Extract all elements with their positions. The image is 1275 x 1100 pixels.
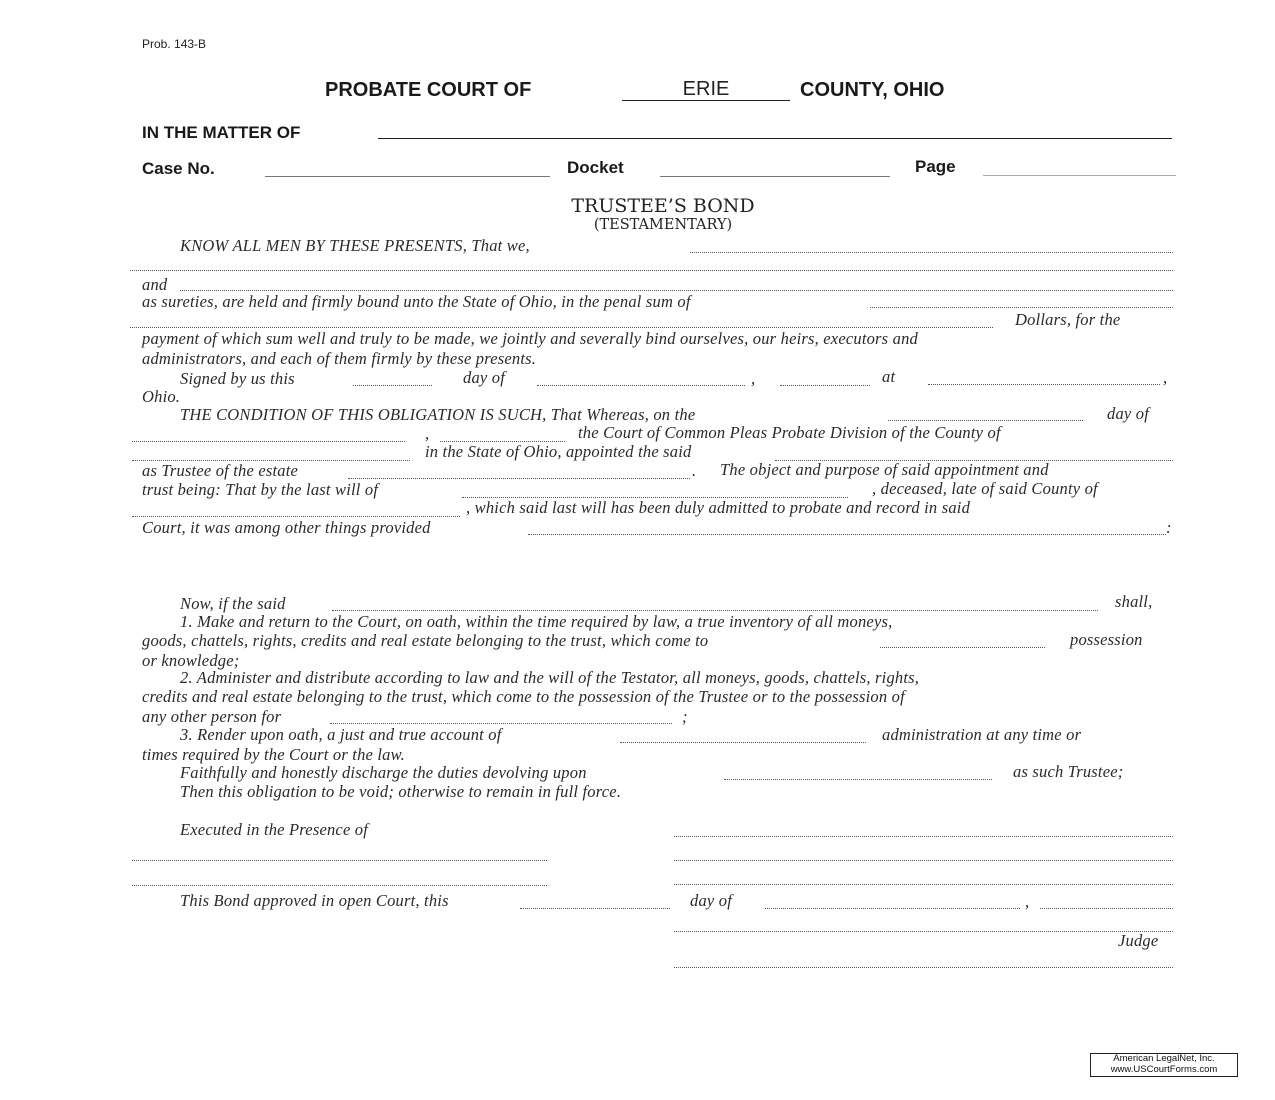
provision-field[interactable] bbox=[528, 534, 1166, 535]
document-title: TRUSTEE’S BOND bbox=[571, 195, 755, 217]
signed-day-field[interactable] bbox=[353, 385, 432, 386]
document-subtitle: (TESTAMENTARY) bbox=[593, 217, 733, 233]
dollars-text: Dollars, for the bbox=[1015, 310, 1121, 329]
item2-line3: any other person for bbox=[142, 707, 282, 726]
item3-administration: administration at any time or bbox=[882, 725, 1082, 744]
signed-month-field[interactable] bbox=[537, 385, 745, 386]
matter-field[interactable] bbox=[378, 138, 1172, 139]
then-void-text: Then this obligation to be void; otherwise to remain in full force. bbox=[180, 782, 622, 801]
signed-year-field[interactable] bbox=[780, 385, 870, 386]
signature-field-3[interactable] bbox=[674, 884, 1173, 885]
comma-text: , bbox=[425, 424, 430, 443]
judge-label: Judge bbox=[1118, 931, 1159, 950]
and-text: and bbox=[142, 275, 168, 294]
trustee-shall-field[interactable] bbox=[332, 610, 1098, 611]
faithfully-text: Faithfully and honestly discharge the duties devolving upon bbox=[180, 763, 587, 782]
testator-county-field[interactable] bbox=[132, 516, 460, 517]
penal-sum-field[interactable] bbox=[870, 307, 1173, 308]
court-provided-text: Court, it was among other things provided bbox=[142, 518, 431, 537]
day-of-text: day of bbox=[1107, 404, 1149, 423]
comma-text: , bbox=[1025, 892, 1030, 911]
condition-text: THE CONDITION OF THIS OBLIGATION IS SUCH, That Whereas, on the bbox=[180, 405, 696, 424]
signature-field-2[interactable] bbox=[674, 860, 1173, 861]
know-all-text: KNOW ALL MEN BY THESE PRESENTS, That we, bbox=[180, 236, 530, 255]
at-text: at bbox=[882, 367, 896, 386]
approved-year-field[interactable] bbox=[1040, 908, 1173, 909]
docket-label: Docket bbox=[567, 158, 624, 177]
county-underline bbox=[622, 100, 790, 101]
comma-text: , bbox=[751, 369, 756, 388]
item1-line3: or knowledge; bbox=[142, 651, 240, 670]
account-field[interactable] bbox=[620, 742, 866, 743]
administrators-text: administrators, and each of them firmly by these presents. bbox=[142, 349, 537, 368]
principal-field-2[interactable] bbox=[130, 270, 1173, 271]
devolving-field[interactable] bbox=[724, 779, 992, 780]
case-no-field[interactable] bbox=[265, 176, 550, 177]
court-title-prefix: PROBATE COURT OF bbox=[325, 79, 532, 101]
court-common-pleas-text: the Court of Common Pleas Probate Division of the County of bbox=[578, 423, 1001, 442]
docket-field[interactable] bbox=[660, 176, 890, 177]
form-number: Prob. 143-B bbox=[142, 37, 207, 51]
trust-being-text: trust being: That by the last will of bbox=[142, 480, 379, 499]
day-of-text: day of bbox=[690, 891, 732, 910]
penal-sum-field-2[interactable] bbox=[130, 327, 993, 328]
now-if-text: Now, if the said bbox=[180, 594, 286, 613]
estate-field[interactable] bbox=[348, 478, 690, 479]
as-trustee-text: as Trustee of the estate bbox=[142, 461, 299, 480]
signed-text: Signed by us this bbox=[180, 369, 295, 388]
semicolon-text: ; bbox=[682, 707, 688, 726]
judge-signature-field[interactable] bbox=[674, 931, 1173, 932]
as-such-text: as such Trustee; bbox=[1013, 762, 1124, 781]
condition-day-field[interactable] bbox=[888, 420, 1083, 421]
publisher-name: American LegalNet, Inc. bbox=[1113, 1053, 1215, 1064]
item3-line1: 3. Render upon oath, a just and true account of bbox=[180, 725, 502, 744]
page-label: Page bbox=[915, 157, 956, 176]
object-purpose-text: The object and purpose of said appointment and bbox=[720, 460, 1049, 479]
colon-text: : bbox=[1166, 518, 1172, 537]
comma-text: , bbox=[1163, 368, 1168, 387]
page-field[interactable] bbox=[983, 175, 1176, 176]
deceased-text: , deceased, late of said County of bbox=[872, 479, 1098, 498]
approved-day-field[interactable] bbox=[520, 908, 670, 909]
approved-text: This Bond approved in open Court, this bbox=[180, 891, 449, 910]
approved-month-field[interactable] bbox=[765, 908, 1020, 909]
shall-text: shall, bbox=[1115, 592, 1153, 611]
item3-line2: times required by the Court or the law. bbox=[142, 745, 405, 764]
case-no-label: Case No. bbox=[142, 159, 215, 178]
period-text: . bbox=[692, 461, 697, 480]
day-of-text: day of bbox=[463, 368, 505, 387]
witness-field-2[interactable] bbox=[132, 885, 547, 886]
signature-field-1[interactable] bbox=[674, 836, 1173, 837]
witness-field-1[interactable] bbox=[132, 860, 547, 861]
possession-text: possession bbox=[1070, 630, 1143, 649]
publisher-url: www.USCourtForms.com bbox=[1110, 1063, 1218, 1075]
condition-month-field[interactable] bbox=[132, 441, 405, 442]
ohio-text: Ohio. bbox=[142, 387, 181, 406]
which-said-text: , which said last will has been duly admitted to probate and record in said bbox=[466, 498, 971, 517]
item2-line1: 2. Administer and distribute according to law and the will of the Testator, all moneys, goods, chattels, rights, bbox=[180, 668, 920, 687]
court-title-suffix: COUNTY, OHIO bbox=[800, 79, 945, 101]
judge-extra-field[interactable] bbox=[674, 967, 1173, 968]
other-person-field[interactable] bbox=[330, 723, 672, 724]
item1-line2: goods, chattels, rights, credits and real estate belonging to the trust, which come to bbox=[142, 631, 709, 650]
publisher-stamp bbox=[1090, 1053, 1238, 1077]
matter-label: IN THE MATTER OF bbox=[142, 123, 301, 142]
item2-line2: credits and real estate belonging to the trust, which come to the possession of the Trustee or to the possession of bbox=[142, 687, 905, 706]
possession-field[interactable] bbox=[880, 647, 1045, 648]
state-appointed-text: in the State of Ohio, appointed the said bbox=[425, 442, 692, 461]
signed-place-field[interactable] bbox=[928, 384, 1160, 385]
executed-text: Executed in the Presence of bbox=[180, 820, 369, 839]
surety-field[interactable] bbox=[180, 290, 1173, 291]
payment-text: payment of which sum well and truly to be made, we jointly and severally bind ourselves, our heirs, executors and bbox=[142, 329, 918, 348]
item1-line1: 1. Make and return to the Court, on oath, within the time required by law, a true inventory of all moneys, bbox=[180, 612, 893, 631]
principal-field[interactable] bbox=[690, 252, 1173, 253]
county-field[interactable]: ERIE bbox=[682, 78, 730, 100]
sureties-text: as sureties, are held and firmly bound unto the State of Ohio, in the penal sum of bbox=[142, 292, 691, 311]
